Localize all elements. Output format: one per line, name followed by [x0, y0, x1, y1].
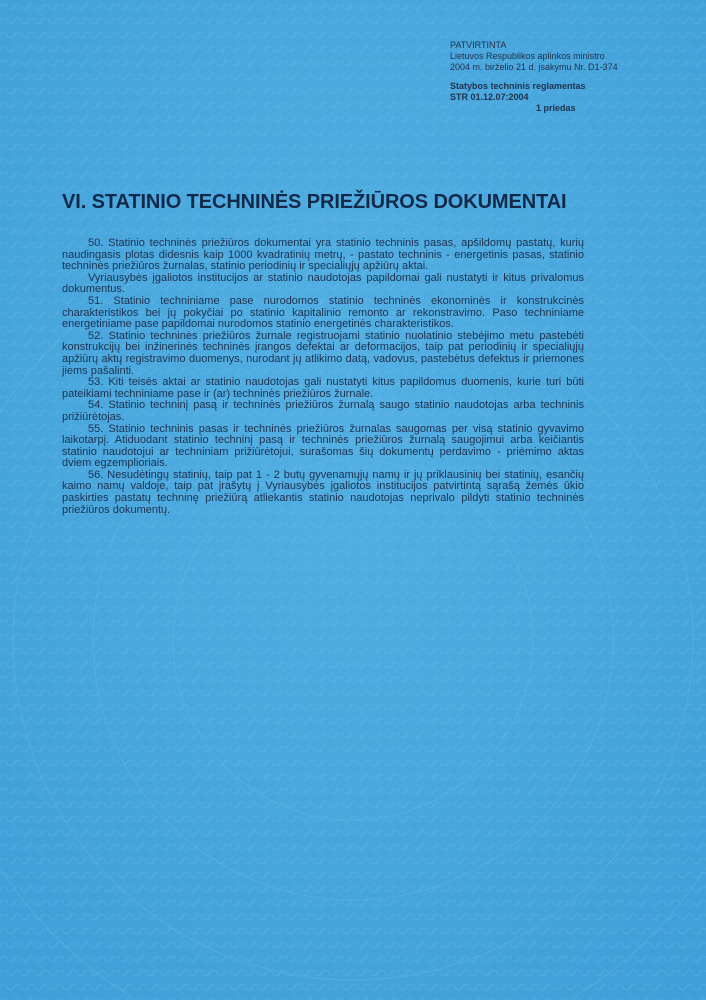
- regulation-code: STR 01.12.07:2004: [450, 92, 529, 102]
- paragraph-55: 55. Statinio techninis pasas ir techninės priežiūros žurnalas saugomas per visą statinio gyvavimo laikotarpį. Atiduodant statinio techninį pasą ir techninės priežiūros žurnalą saugojimui arba keičiantis statinio naudotojui ar techniniam prižiūrėtojui, surašomas šių dokumentų perdavimo - priėmimo aktas dviem egzemplioriais.: [62, 422, 584, 470]
- paragraph-50-addendum: Vyriausybės įgaliotos institucijos ar statinio naudotojas papildomai gali nustatyti ir kitus privalomus dokumentus.: [62, 271, 584, 296]
- section-title: VI. STATINIO TECHNINĖS PRIEŽIŪROS DOKUMENTAI: [62, 191, 567, 213]
- paragraph-56: 56. Nesudėtingų statinių, taip pat 1 - 2 butų gyvenamųjų namų ir jų priklausinių bei statinių, esančių kaimo namų valdoje, taip pat įrašytų į Vyriausybės įgaliotos institucijos patvirtintą sąrašą žemės ūkio paskirties pastatų techninę priežiūrą atliekantis statinio naudotojas neprivalo pildyti statinio techninės priežiūros dokumentų.: [62, 468, 584, 516]
- annex-label: 1 priedas: [536, 103, 576, 113]
- paragraph-51: 51. Statinio techniniame pase nurodomos statinio techninės ekonominės ir konstrukcinės charakteristikos bei jų pokyčiai po statinio kapitalinio remonto ar rekonstravimo. Paso techniniame energetiniame pase papildomai nurodomos statinio energetinės charakteristikos.: [62, 294, 584, 331]
- paragraph-54: 54. Statinio techninį pasą ir techninės priežiūros žurnalą saugo statinio naudotojas arba techninis prižiūrėtojas.: [62, 399, 584, 423]
- approval-issuer: Lietuvos Respublikos aplinkos ministro: [450, 51, 605, 61]
- document-body: [62, 238, 584, 516]
- approval-label: PATVIRTINTA: [450, 40, 507, 50]
- paragraph-52: 52. Statinio techninės priežiūros žurnale registruojami statinio nuolatinio stebėjimo metu pastebėti konstrukcijų bei inžinerinės techninės įrangos defektai ar deformacijos, taip pat periodinių ir specialiųjų apžiūrų aktų registravimo duomenys, nurodant jų atlikimo datą, vadovus, pastebėtus defektus ir priemones jiems pašalinti.: [62, 329, 584, 377]
- regulation-title: Statybos techninis reglamentas: [450, 81, 586, 91]
- approval-block: [450, 40, 690, 114]
- paragraph-53: 53. Kiti teisės aktai ar statinio naudotojas gali nustatyti kitus papildomus duomenis, kurie turi būti pateikiami techniniame pase ir (ar) techninės priežiūros žurnale.: [62, 376, 584, 400]
- paragraph-50: 50. Statinio techninės priežiūros dokumentai yra statinio techninis pasas, apšildomų pastatų, kurių naudingasis plotas didesnis kaip 1000 kvadratinių metrų, - pastato techninis - energetinis pasas, statinio techninės priežiūros žurnalas, statinio periodinių ir specialiųjų apžiūrų aktai.: [62, 237, 584, 273]
- approval-order: 2004 m. birželio 21 d. įsakymu Nr. D1-374: [450, 62, 618, 72]
